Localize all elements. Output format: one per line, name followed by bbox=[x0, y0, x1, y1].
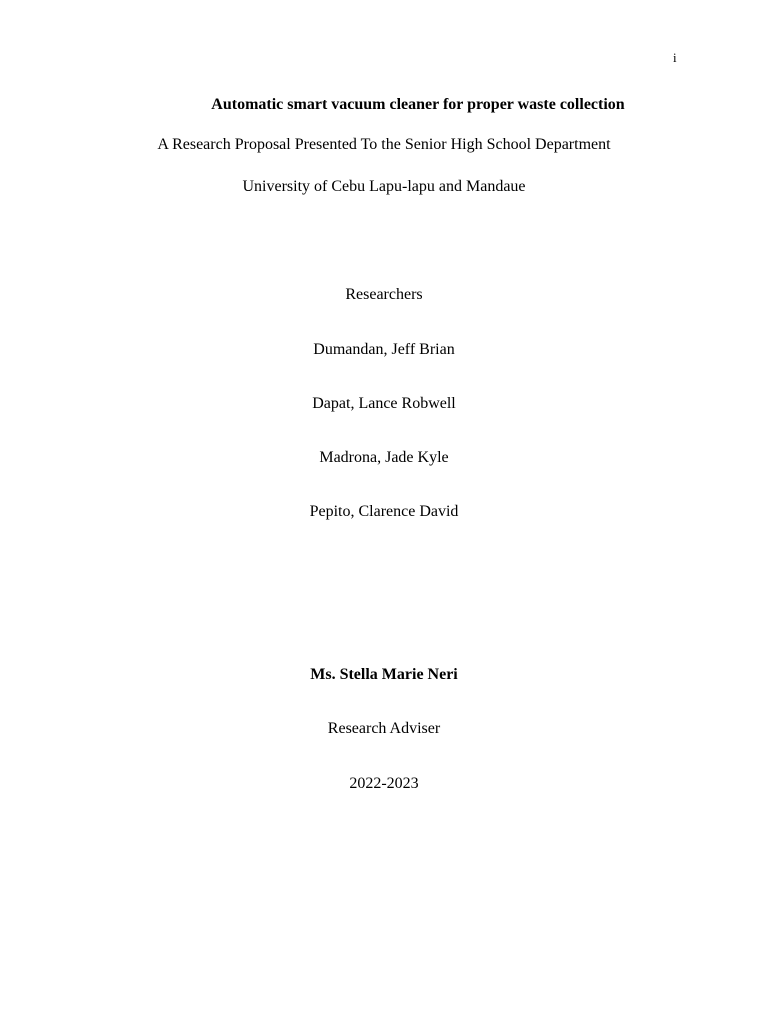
researcher-name: Madrona, Jade Kyle bbox=[319, 449, 449, 466]
adviser-role: Research Adviser bbox=[327, 720, 441, 737]
researcher-name: Dapat, Lance Robwell bbox=[312, 395, 456, 412]
document-subtitle: A Research Proposal Presented To the Senior High School Department bbox=[157, 136, 611, 153]
page-number: i bbox=[673, 50, 677, 65]
adviser-name: Ms. Stella Marie Neri bbox=[310, 666, 458, 683]
researcher-name: Pepito, Clarence David bbox=[309, 503, 459, 520]
institution-name: University of Cebu Lapu-lapu and Mandaue bbox=[242, 178, 526, 195]
researchers-heading: Researchers bbox=[345, 286, 423, 303]
school-year: 2022-2023 bbox=[349, 775, 419, 792]
document-title: Automatic smart vacuum cleaner for proper waste collection bbox=[211, 96, 625, 113]
researcher-name: Dumandan, Jeff Brian bbox=[313, 341, 455, 358]
